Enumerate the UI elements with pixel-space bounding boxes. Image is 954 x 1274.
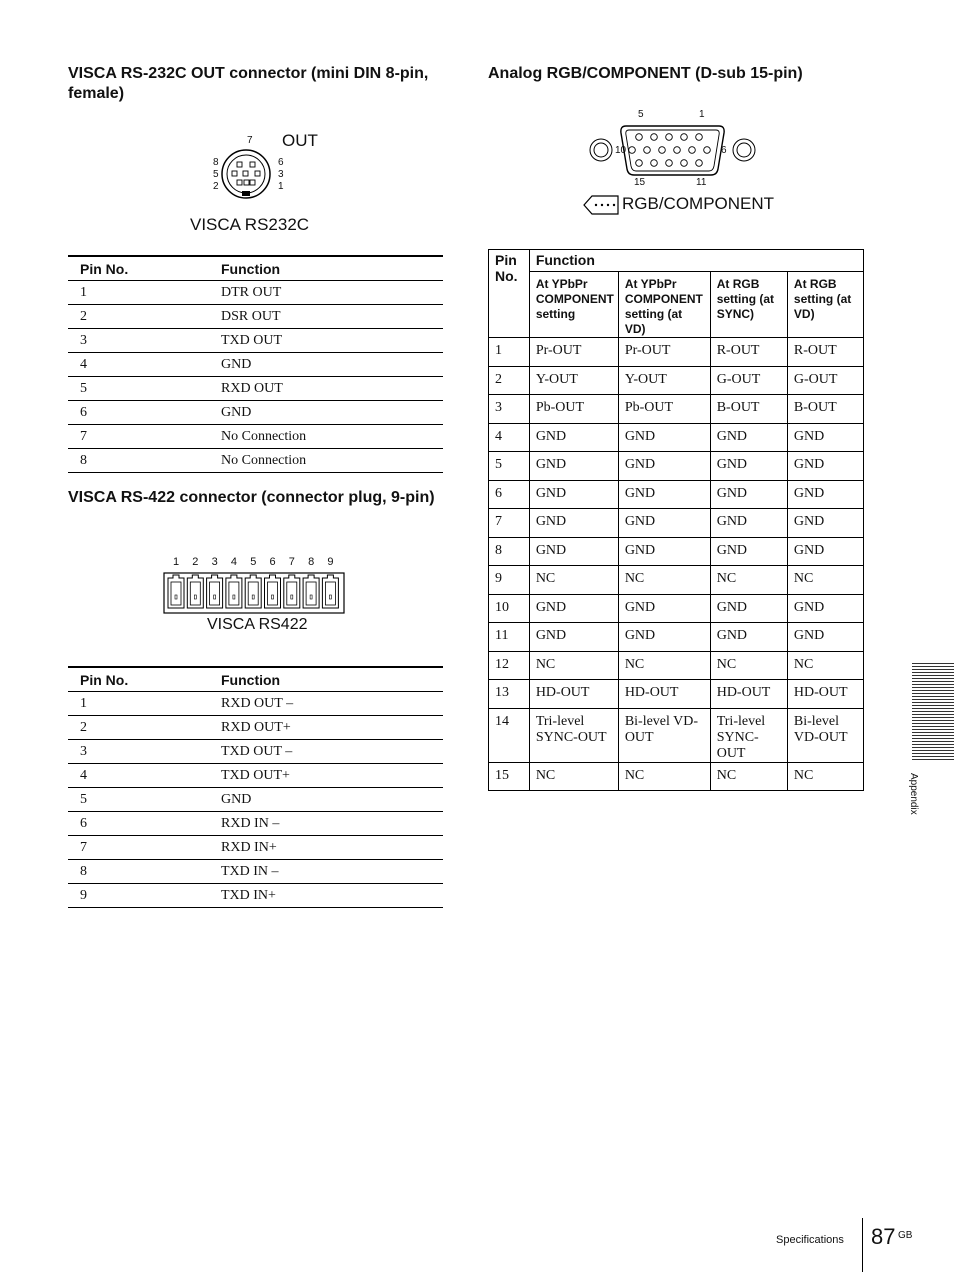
pin-label: 3 xyxy=(278,169,284,180)
function-cell: NC xyxy=(529,566,618,595)
rgb-pin-table xyxy=(488,249,864,791)
page-number: 87 xyxy=(871,1224,896,1249)
table-row xyxy=(68,740,443,764)
table-row xyxy=(489,480,864,509)
table-row xyxy=(489,537,864,566)
function-cell: G-OUT xyxy=(710,366,787,395)
function-cell: GND xyxy=(618,423,710,452)
function-cell: GND xyxy=(529,509,618,538)
function-cell: HD-OUT xyxy=(618,680,710,709)
section-tab-marker xyxy=(912,663,954,761)
function-cell: TXD OUT+ xyxy=(209,764,443,788)
function-cell: GND xyxy=(529,452,618,481)
function-cell: GND xyxy=(529,594,618,623)
function-cell: Pb-OUT xyxy=(618,395,710,424)
function-cell: GND xyxy=(209,353,443,377)
pin-no-header: Pin No. xyxy=(68,256,209,281)
function-cell: Y-OUT xyxy=(529,366,618,395)
pin-number-cell: 15 xyxy=(489,762,530,791)
function-cell: GND xyxy=(787,452,863,481)
rs422-pin-numbers xyxy=(163,555,348,569)
pin-number-cell: 5 xyxy=(489,452,530,481)
col-rgb-sync: At RGB setting (at SYNC) xyxy=(710,272,787,338)
footer-divider xyxy=(862,1218,863,1272)
function-cell: Pr-OUT xyxy=(618,338,710,367)
table-row xyxy=(68,860,443,884)
function-cell: NC xyxy=(710,651,787,680)
function-cell: B-OUT xyxy=(787,395,863,424)
function-cell: B-OUT xyxy=(710,395,787,424)
table-row xyxy=(68,788,443,812)
pin-number-cell: 5 xyxy=(68,788,209,812)
function-cell: Tri-level SYNC-OUT xyxy=(529,708,618,762)
function-cell: HD-OUT xyxy=(529,680,618,709)
pin-label: 1 xyxy=(699,109,705,120)
function-cell: DSR OUT xyxy=(209,305,443,329)
pin-label: 15 xyxy=(634,177,646,188)
pin-number-cell: 4 xyxy=(489,423,530,452)
function-cell: GND xyxy=(529,480,618,509)
pin-number: 5 xyxy=(250,556,257,568)
rs422-rows xyxy=(68,692,443,908)
pin-no-header: Pin No. xyxy=(68,667,209,692)
pin-number: 4 xyxy=(230,556,238,568)
pin-number-cell: 4 xyxy=(68,353,209,377)
pin-number-cell: 10 xyxy=(489,594,530,623)
function-cell: TXD OUT – xyxy=(209,740,443,764)
col-ypbpr-vd: At YPbPr COMPONENT setting (at VD) xyxy=(618,272,710,338)
function-cell: RXD IN – xyxy=(209,812,443,836)
pin-number-cell: 12 xyxy=(489,651,530,680)
table-row xyxy=(489,452,864,481)
function-cell: G-OUT xyxy=(787,366,863,395)
table-row xyxy=(489,423,864,452)
function-cell: Bi-level VD-OUT xyxy=(787,708,863,762)
pin-number-cell: 2 xyxy=(68,716,209,740)
function-cell: R-OUT xyxy=(787,338,863,367)
function-cell: GND xyxy=(529,537,618,566)
function-cell: No Connection xyxy=(209,425,443,449)
pin-label: 6 xyxy=(721,145,727,156)
pin-label: 5 xyxy=(638,109,644,120)
function-cell: NC xyxy=(710,566,787,595)
rs232c-heading: VISCA RS-232C OUT connector (mini DIN 8-pin, female) xyxy=(68,65,429,102)
function-cell: GND xyxy=(787,480,863,509)
pin-number-cell: 3 xyxy=(68,329,209,353)
function-cell: NC xyxy=(618,566,710,595)
rs422-heading: VISCA RS-422 connector (connector plug, 9-pin) xyxy=(68,489,435,506)
pin-number-cell: 3 xyxy=(489,395,530,424)
pin-number-cell: 7 xyxy=(68,836,209,860)
pin-label: 7 xyxy=(247,135,253,146)
pin-number-cell: 8 xyxy=(489,537,530,566)
connector-label: VISCA RS232C xyxy=(190,215,310,234)
rgb-heading: Analog RGB/COMPONENT (D-sub 15-pin) xyxy=(488,65,803,82)
function-cell: NC xyxy=(529,762,618,791)
pin-number: 9 xyxy=(327,556,334,568)
pin-number-cell: 11 xyxy=(489,623,530,652)
function-cell: NC xyxy=(787,566,863,595)
function-cell: Bi-level VD-OUT xyxy=(618,708,710,762)
function-cell: GND xyxy=(618,623,710,652)
pin-number-cell: 3 xyxy=(68,740,209,764)
rs422-diagram xyxy=(163,555,348,640)
function-cell: GND xyxy=(710,452,787,481)
function-cell: RXD OUT+ xyxy=(209,716,443,740)
pin-number-cell: 1 xyxy=(68,692,209,716)
pin-number-cell: 1 xyxy=(489,338,530,367)
pin-label: 5 xyxy=(213,169,219,180)
pin-number-cell: 4 xyxy=(68,764,209,788)
col-ypbpr: At YPbPr COMPONENT setting xyxy=(529,272,618,338)
function-cell: GND xyxy=(618,537,710,566)
function-cell: RXD OUT – xyxy=(209,692,443,716)
connector-label: VISCA RS422 xyxy=(207,616,308,633)
table-row xyxy=(68,401,443,425)
function-cell: R-OUT xyxy=(710,338,787,367)
function-cell: NC xyxy=(618,762,710,791)
pin-number: 3 xyxy=(211,556,218,568)
function-cell: GND xyxy=(618,480,710,509)
pin-label: 1 xyxy=(278,181,284,192)
function-cell: GND xyxy=(787,594,863,623)
rgb-diagram xyxy=(582,106,782,221)
page-suffix: GB xyxy=(898,1230,913,1241)
table-row xyxy=(489,338,864,367)
connector-label: RGB/COMPONENT xyxy=(622,194,775,213)
table-row xyxy=(68,836,443,860)
pin-number-cell: 14 xyxy=(489,708,530,762)
function-cell: GND xyxy=(209,401,443,425)
function-cell: Pb-OUT xyxy=(529,395,618,424)
table-row xyxy=(68,884,443,908)
table-row xyxy=(68,353,443,377)
function-cell: HD-OUT xyxy=(787,680,863,709)
function-cell: GND xyxy=(209,788,443,812)
section-tab-label: Appendix xyxy=(908,773,919,815)
function-cell: GND xyxy=(529,423,618,452)
table-row xyxy=(489,509,864,538)
pin-number-cell: 6 xyxy=(68,812,209,836)
function-cell: GND xyxy=(787,423,863,452)
pin-label: 11 xyxy=(696,177,707,188)
pin-number-cell: 5 xyxy=(68,377,209,401)
pin-number-cell: 7 xyxy=(68,425,209,449)
function-cell: GND xyxy=(710,423,787,452)
pin-no-header: Pin No. xyxy=(489,250,530,338)
table-row xyxy=(68,281,443,305)
pin-number-cell: 7 xyxy=(489,509,530,538)
pin-number-cell: 6 xyxy=(489,480,530,509)
function-cell: GND xyxy=(710,480,787,509)
function-cell: GND xyxy=(618,452,710,481)
table-row xyxy=(68,764,443,788)
function-cell: GND xyxy=(710,623,787,652)
pin-number: 1 xyxy=(173,556,180,568)
dsub-15pin-icon xyxy=(582,106,782,196)
rgb-rows xyxy=(489,338,864,791)
function-header: Function xyxy=(529,250,863,272)
pin-number: 2 xyxy=(192,556,199,568)
function-cell: GND xyxy=(529,623,618,652)
table-row xyxy=(68,305,443,329)
table-row xyxy=(489,594,864,623)
function-cell: GND xyxy=(710,594,787,623)
function-cell: NC xyxy=(787,651,863,680)
pin-number-cell: 2 xyxy=(489,366,530,395)
table-row xyxy=(489,623,864,652)
table-row xyxy=(68,329,443,353)
pin-number-cell: 9 xyxy=(489,566,530,595)
col-rgb-vd: At RGB setting (at VD) xyxy=(787,272,863,338)
function-cell: NC xyxy=(529,651,618,680)
table-row xyxy=(68,377,443,401)
function-cell: Pr-OUT xyxy=(529,338,618,367)
function-cell: Y-OUT xyxy=(618,366,710,395)
function-cell: GND xyxy=(710,509,787,538)
pin-label: 8 xyxy=(213,157,219,168)
function-cell: GND xyxy=(618,594,710,623)
function-cell: RXD IN+ xyxy=(209,836,443,860)
function-cell: TXD IN+ xyxy=(209,884,443,908)
terminal-block-9pin-icon xyxy=(163,572,345,614)
rs232c-rows xyxy=(68,281,443,473)
pin-number: 6 xyxy=(269,556,276,568)
function-cell: NC xyxy=(710,762,787,791)
rs232c-pin-table xyxy=(68,255,443,473)
function-cell: RXD OUT xyxy=(209,377,443,401)
function-header: Function xyxy=(209,667,443,692)
footer-section: Specifications xyxy=(776,1234,844,1246)
pin-label: 6 xyxy=(278,157,284,168)
function-cell: GND xyxy=(618,509,710,538)
pin-number-cell: 9 xyxy=(68,884,209,908)
function-cell: No Connection xyxy=(209,449,443,473)
function-cell: NC xyxy=(618,651,710,680)
pin-number: 8 xyxy=(308,556,315,568)
rs422-pin-table xyxy=(68,666,443,908)
pin-number-cell: 2 xyxy=(68,305,209,329)
function-cell: GND xyxy=(710,537,787,566)
table-row xyxy=(68,425,443,449)
pin-number-cell: 8 xyxy=(68,860,209,884)
function-header: Function xyxy=(209,256,443,281)
pin-number-cell: 1 xyxy=(68,281,209,305)
function-cell: TXD IN – xyxy=(209,860,443,884)
function-cell: HD-OUT xyxy=(710,680,787,709)
rs232c-diagram xyxy=(180,128,340,238)
function-cell: Tri-level SYNC-OUT xyxy=(710,708,787,762)
table-row xyxy=(489,366,864,395)
function-cell: GND xyxy=(787,537,863,566)
pin-number-cell: 13 xyxy=(489,680,530,709)
table-row xyxy=(489,395,864,424)
function-cell: TXD OUT xyxy=(209,329,443,353)
pin-number-cell: 8 xyxy=(68,449,209,473)
table-row xyxy=(68,449,443,473)
pin-number-cell: 6 xyxy=(68,401,209,425)
function-cell: GND xyxy=(787,623,863,652)
pin-label: 10 xyxy=(615,145,627,156)
function-cell: GND xyxy=(787,509,863,538)
table-row xyxy=(68,692,443,716)
table-row xyxy=(489,566,864,595)
table-row xyxy=(489,708,864,762)
pin-number: 7 xyxy=(288,556,295,568)
table-row xyxy=(68,716,443,740)
table-row xyxy=(489,762,864,791)
monitor-port-icon xyxy=(582,194,620,216)
pin-label: 2 xyxy=(213,181,219,192)
table-row xyxy=(489,651,864,680)
out-label: OUT xyxy=(282,131,318,150)
table-row xyxy=(489,680,864,709)
table-row xyxy=(68,812,443,836)
function-cell: DTR OUT xyxy=(209,281,443,305)
function-cell: NC xyxy=(787,762,863,791)
